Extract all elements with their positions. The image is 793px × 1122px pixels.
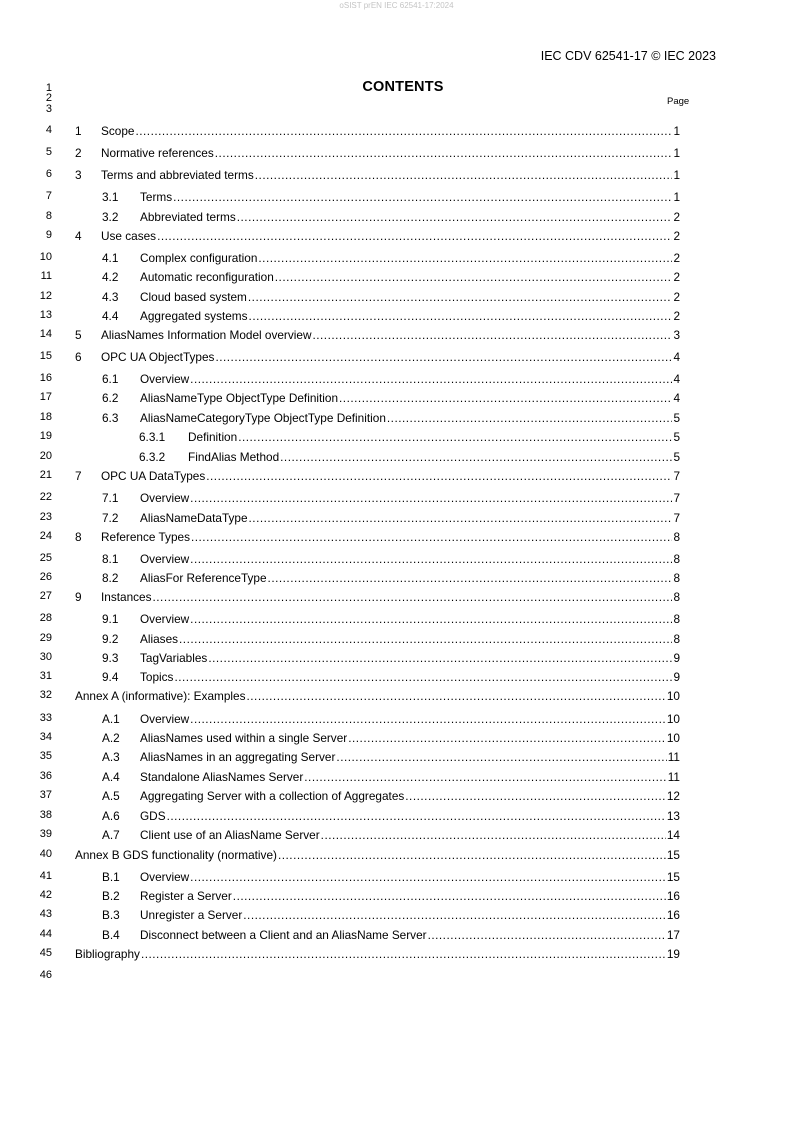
- line-number: 36: [39, 770, 52, 782]
- line-number: 24: [39, 530, 52, 542]
- line-number: 27: [39, 590, 52, 602]
- toc-entry-instances-overview[interactable]: 9.1 Overview ..... 8: [75, 611, 680, 627]
- toc-entry-aliasnametype[interactable]: 6.2 AliasNameType ObjectType Definition ..... 4: [75, 390, 680, 406]
- line-number: 34: [39, 731, 52, 743]
- toc-entry-gds[interactable]: A.6 GDS ..... 13: [75, 808, 680, 824]
- toc-entry-objecttypes-overview[interactable]: 6.1 Overview ..... 4: [75, 371, 680, 387]
- toc-entry-annex-a[interactable]: Annex A (informative): Examples ..... 10: [75, 688, 680, 704]
- toc-entry-terms[interactable]: 3.1 Terms ..... 1: [75, 189, 680, 205]
- line-number: 29: [39, 632, 52, 644]
- line-number: 31: [39, 670, 52, 682]
- toc-entry-scope[interactable]: 1 Scope ..... 1: [75, 123, 680, 139]
- line-number: 44: [39, 928, 52, 940]
- line-number: 30: [39, 651, 52, 663]
- toc-entry-aliases[interactable]: 9.2 Aliases ..... 8: [75, 631, 680, 647]
- toc-entry-datatypes-overview[interactable]: 7.1 Overview ..... 7: [75, 490, 680, 506]
- toc-entry-definition[interactable]: 6.3.1 Definition ..... 5: [75, 429, 680, 445]
- line-number: 16: [39, 372, 52, 384]
- toc-entry-findalias-method[interactable]: 6.3.2 FindAlias Method ..... 5: [75, 449, 680, 465]
- toc-entry-automatic-reconfiguration[interactable]: 4.2 Automatic reconfiguration ..... 2: [75, 269, 680, 285]
- toc-entry-aggregating-server[interactable]: A.3 AliasNames in an aggregating Server ..... 11: [75, 749, 680, 765]
- line-number: 23: [39, 511, 52, 523]
- toc-entry-annex-a-overview[interactable]: A.1 Overview ..... 10: [75, 711, 680, 727]
- line-number: 9: [45, 229, 52, 241]
- line-number: 45: [39, 947, 52, 959]
- line-number: 38: [39, 809, 52, 821]
- line-number: 15: [39, 350, 52, 362]
- toc-entry-disconnect[interactable]: B.4 Disconnect between a Client and an AliasName Server ..... 17: [75, 927, 680, 943]
- toc-entry-topics[interactable]: 9.4 Topics ..... 9: [75, 669, 680, 685]
- line-number: 37: [39, 789, 52, 801]
- watermark: oSIST prEN IEC 62541-17:2024: [339, 1, 454, 10]
- toc-entry-register-server[interactable]: B.2 Register a Server ..... 16: [75, 888, 680, 904]
- toc-entry-abbreviated-terms[interactable]: 3.2 Abbreviated terms ..... 2: [75, 209, 680, 225]
- line-number: 21: [39, 469, 52, 481]
- toc-entry-collection-of-aggregates[interactable]: A.5 Aggregating Server with a collection of Aggregates ..... 12: [75, 788, 680, 804]
- toc-entry-aliasfor-referencetype[interactable]: 8.2 AliasFor ReferenceType ..... 8: [75, 570, 680, 586]
- line-number: 2: [45, 92, 52, 104]
- line-number: 41: [39, 870, 52, 882]
- line-number: 39: [39, 828, 52, 840]
- toc-entry-aggregated-systems[interactable]: 4.4 Aggregated systems ..... 2: [75, 308, 680, 324]
- line-number: 4: [45, 124, 52, 136]
- line-number: 42: [39, 889, 52, 901]
- line-number: 26: [39, 571, 52, 583]
- line-number: 40: [39, 848, 52, 860]
- toc-entry-aliasnamecategorytype[interactable]: 6.3 AliasNameCategoryType ObjectType Definition ..... 5: [75, 410, 680, 426]
- line-number: 33: [39, 712, 52, 724]
- toc-entry-tagvariables[interactable]: 9.3 TagVariables ..... 9: [75, 650, 680, 666]
- toc-entry-cloud-based-system[interactable]: 4.3 Cloud based system ..... 2: [75, 289, 680, 305]
- line-number: 1: [45, 82, 52, 94]
- line-number: 10: [39, 251, 52, 263]
- toc-entry-reference-types[interactable]: 8 Reference Types ..... 8: [75, 529, 680, 545]
- line-number: 7: [45, 190, 52, 202]
- toc-entry-single-server[interactable]: A.2 AliasNames used within a single Server ..... 10: [75, 730, 680, 746]
- toc-entry-unregister-server[interactable]: B.3 Unregister a Server ..... 16: [75, 907, 680, 923]
- line-number: 28: [39, 612, 52, 624]
- line-number: 11: [40, 270, 52, 282]
- toc-entry-objecttypes[interactable]: 6 OPC UA ObjectTypes ..... 4: [75, 349, 680, 365]
- page-column-label: Page: [667, 96, 690, 107]
- toc-entry-annex-b[interactable]: Annex B GDS functionality (normative) ..... 15: [75, 847, 680, 863]
- toc-entry-normative-references[interactable]: 2 Normative references ..... 1: [75, 145, 680, 161]
- line-number: 6: [45, 168, 52, 180]
- line-number: 17: [39, 391, 52, 403]
- toc-entry-annex-b-overview[interactable]: B.1 Overview ..... 15: [75, 869, 680, 885]
- line-number: 25: [39, 552, 52, 564]
- line-number: 22: [39, 491, 52, 503]
- line-number: 18: [39, 411, 52, 423]
- toc-entry-information-model-overview[interactable]: 5 AliasNames Information Model overview ..... 3: [75, 327, 680, 343]
- toc-entry-instances[interactable]: 9 Instances ..... 8: [75, 589, 680, 605]
- line-number: 12: [39, 290, 52, 302]
- toc-entry-terms-and-abbreviated-terms[interactable]: 3 Terms and abbreviated terms ..... 1: [75, 167, 680, 183]
- line-number: 32: [39, 689, 52, 701]
- line-number: 13: [39, 309, 52, 321]
- line-number: 14: [39, 328, 52, 340]
- toc-entry-datatypes[interactable]: 7 OPC UA DataTypes ..... 7: [75, 468, 680, 484]
- line-number: 5: [45, 146, 52, 158]
- toc-entry-use-cases[interactable]: 4 Use cases ..... 2: [75, 228, 680, 244]
- toc-entry-aliasnamedatatype[interactable]: 7.2 AliasNameDataType ..... 7: [75, 510, 680, 526]
- line-number: 3: [45, 103, 52, 115]
- document-id: IEC CDV 62541-17 © IEC 2023: [540, 49, 716, 63]
- toc-entry-reference-types-overview[interactable]: 8.1 Overview ..... 8: [75, 551, 680, 567]
- toc-entry-bibliography[interactable]: Bibliography ..... 19: [75, 946, 680, 962]
- toc-entry-complex-configuration[interactable]: 4.1 Complex configuration ..... 2: [75, 250, 680, 266]
- line-number: 46: [39, 969, 52, 981]
- line-number: 20: [39, 450, 52, 462]
- line-number: 8: [45, 210, 52, 222]
- toc-entry-standalone-server[interactable]: A.4 Standalone AliasNames Server ..... 11: [75, 769, 680, 785]
- line-number: 19: [39, 430, 52, 442]
- page-title: CONTENTS: [362, 79, 444, 95]
- line-number: 35: [39, 750, 52, 762]
- toc-entry-client-use[interactable]: A.7 Client use of an AliasName Server ..... 14: [75, 827, 680, 843]
- line-number: 43: [39, 908, 52, 920]
